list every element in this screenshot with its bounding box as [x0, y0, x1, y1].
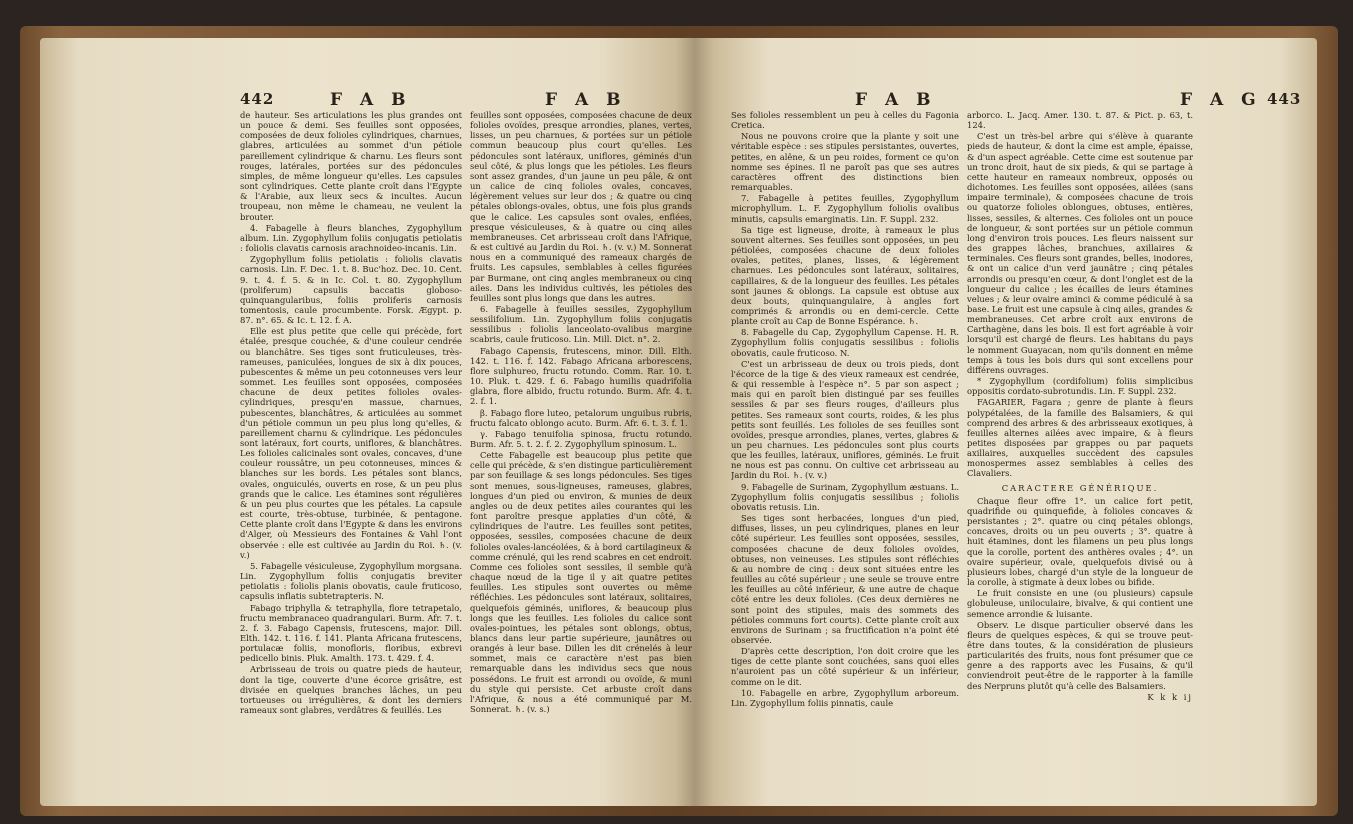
paragraph: Arbrisseau de trois ou quatre pieds de hauteur, dont la tige, couverte d'une écorce grisâtre, est divisée en quelques branches lâches, un peu tortueuses ou irrégulières, & dont les derniers rameaux sont glabres, verdâtres & feuillés. Les	[240, 664, 462, 716]
left-page	[40, 38, 695, 806]
paragraph: Chaque fleur offre 1°. un calice fort petit, quadrifide ou quinquefide, à folioles concaves & persistantes ; 2°. quatre ou cinq pétales oblongs, concaves, droits ou un peu ouverts ; 3°. quatre à huit étamines, dont les filamens un peu plus longs que la corolle, portent des anthères ovales ; 4°. un ovaire supérieur, ovale, quelquefois divisé ou à plusieurs lobes, chargé d'un style de la longueur de la corolle, à stigmate à deux lobes ou bifide.	[967, 495, 1193, 588]
running-header-left-1: F A B	[330, 90, 412, 110]
right-page	[695, 38, 1317, 806]
paragraph: γ. Fabago tenuifolia spinosa, fructu rotundo. Burm. Afr. 5. t. 2. f. 2. Zygophyllum spinosum. L.	[470, 428, 692, 449]
running-header-right-2: F A G	[1180, 90, 1262, 110]
paragraph: Fabago triphylla & tetraphylla, flore tetrapetalo, fructu membranaceo quadrangulari. Burm. Afr. 7. t. 2. f. 3. Fabago Capensis, frutescens, major. Dill. Elth. 142. t. 116. f. 141. Planta Africana frutescens, portulacæ foliis, monofloris, floribus, exbrevi pedicello binis. Pluk. Amalth. 173. t. 429. f. 4.	[240, 602, 462, 664]
signature-mark: K k k ij	[1147, 691, 1193, 702]
section-heading: CARACTERE GÉNÉRIQUE.	[1001, 482, 1159, 493]
left-column-2	[470, 110, 692, 800]
paragraph: 6. Fabagelle à feuilles sessiles, Zygophyllum sessilifolium. Lin. Zygophyllum foliis conjugatis sessilibus : foliolis lanceolato-ovalibus margine scabris, caule fruticoso. Lin. Mill. Dict. n°. 2.	[470, 303, 692, 345]
right-column-2	[967, 110, 1193, 800]
page-number-left: 442	[240, 90, 275, 108]
paragraph: 10. Fabagelle en arbre, Zygophyllum arboreum. Lin. Zygophyllum foliis pinnatis, caule	[731, 687, 959, 708]
paragraph: Zygophyllum foliis petiolatis : foliolis clavatis carnosis. Lin. F. Dec. 1. t. 8. Buc'hoz. Dec. 10. Cent. 9. t. 4. f. 5. & in Ic. Col. t. 80. Zygophyllum (proliferum) capsulis baccatis globoso-quinquangularibus, foliis proliferis carnosis tomentosis, caule procumbente. Forsk. Ægypt. p. 87. n°. 65. & Ic. t. 12. f. A.	[240, 254, 462, 326]
paragraph: 4. Fabagelle à fleurs blanches, Zygophyllum album. Lin. Zygophyllum foliis conjugatis petiolatis : foliolis clavatis carnosis arachnoideo-incanis. Lin.	[240, 222, 462, 254]
paragraph: 9. Fabagelle de Surinam, Zygophyllum æstuans. L. Zygophyllum foliis conjugatis sessilibus ; foliolis obovatis retusis. Lin.	[731, 481, 959, 512]
paragraph: Elle est plus petite que celle qui précède, fort étalée, presque couchée, & d'une couleur cendrée ou blanchâtre. Ses tiges sont fruticuleuses, très-rameuses, paniculées, longues de six à dix pouces, pubescentes & même un peu cotonneuses vers leur sommet. Les feuilles sont opposées, composées chacune de deux petites folioles ovales-cylindriques, presqu'en massue, charnues, pubescentes, blanchâtres, & articulées au sommet d'un pétiole commun un peu plus long qu'elles, & pareillement charnu & cylindrique. Les pédoncules sont latéraux, fort courts, uniflores, & blanchâtres. Les folioles calicinales sont ovales, concaves, d'une couleur roussâtre, un peu cotonneuses, minces & blanches sur les bords. Les pétales sont blancs, ovales, onguiculés, ouverts en rose, & un peu plus grands que le calice. Les étamines sont régulières & un peu plus courtes que les pétales. La capsule est courte, très-obtuse, turbinée, & pentagone. Cette plante croît dans l'Egypte & dans les environs d'Alger, où Messieurs des Fontaines & Vahl l'ont observée : elle est cultivée au Jardin du Roi. ♄. (v. v.)	[240, 326, 462, 560]
paragraph: arborco. L. Jacq. Amer. 130. t. 87. & Pict. p. 63, t. 124.	[967, 110, 1193, 131]
paragraph: C'est un arbrisseau de deux ou trois pieds, dont l'écorce de la tige & des vieux rameaux est cendrée, & qui ressemble à l'espèce n°. 5 par son aspect ; mais qui en paroît bien distingué par ses feuilles sessiles & par ses fleurs rouges, d'ailleurs plus petites. Ses rameaux sont courts, roides, & les plus petits sont feuillés. Les folioles de ses feuilles sont ovoïdes, presque arrondies, planes, vertes, glabres & un peu charnues. Les pédoncules sont plus courts que les feuilles, latéraux, uniflores, géminés. Le fruit ne nous est pas connu. On cultive cet arbrisseau au Jardin du Roi. ♄. (v. v.)	[731, 358, 959, 481]
paragraph: Cette Fabagelle est beaucoup plus petite que celle qui précède, & s'en distingue particulièrement par son feuillage & ses longs pédoncules. Ses tiges sont menues, sous-ligneuses, rameuses, glabres, longues d'un pied ou environ, & munies de deux angles ou de deux petites ailes courantes qui les font paroître presque applaties d'un côté, & cylindriques de l'autre. Les feuilles sont petites, opposées, sessiles, composées chacune de deux folioles ovales-lancéolées, & à bord cartilagineux & comme crénulé, qui les rend scabres en cet endroit. Comme ces folioles sont sessiles, il semble qu'à chaque nœud de la tige il y ait quatre petites feuilles. Les stipules sont ouvertes ou même réfléchies. Les pédoncules sont latéraux, solitaires, quelquefois géminés, uniflores, & beaucoup plus longs que les feuilles. Les folioles du calice sont ovales-pointues, les pétales sont oblongs, obtus, blancs dans leur partie supérieure, jaunâtres ou orangés à leur base. Dillen les dit crénelés à leur sommet, mais ce caractère n'est pas bien remarquable dans les individus secs que nous possédons. Le fruit est arrondi ou ovoïde, & muni du style qui persiste. Cet arbuste croît dans l'Afrique, & nous a été communiqué par M. Sonnerat. ♄. (v. s.)	[470, 450, 692, 715]
paragraph: Ses folioles ressemblent un peu à celles du Fagonia Cretica.	[731, 110, 959, 131]
paragraph: Sa tige est ligneuse, droite, à rameaux le plus souvent alternes. Ses feuilles sont opposées, un peu pétiolées, composées chacune de deux folioles ovales, petites, planes, lisses, & légèrement charnues. Les pédoncules sont latéraux, solitaires, capillaires, & de la longueur des feuilles. Les pétales sont jaunes & oblongs. La capsule est obtuse aux deux bouts, quinquangulaire, à angles fort comprimés & arrondis ou en demi-cercle. Cette plante croît au Cap de Bonne Espérance. ♄.	[731, 224, 959, 327]
paragraph: Ses tiges sont herbacées, longues d'un pied, diffuses, lisses, un peu cylindriques, planes en leur côté supérieur. Les feuilles sont opposées, sessiles, composées chacune de deux folioles ovoïdes, obtuses, non veineuses. Les stipules sont réfléchies & au nombre de cinq : deux sont situées entre les feuilles au côté supérieur ; une seule se trouve entre les feuilles au côté inférieur, & une autre de chaque côté entre les deux folioles. (Ces deux dernières ne sont point des stipules, mais des sommets des pétioles communs fort courts). Cette plante croît aux environs de Surinam ; sa fructification n'a point été observée.	[731, 513, 959, 645]
running-header-right-1: F A B	[855, 90, 937, 110]
open-book	[20, 18, 1338, 818]
paragraph: 8. Fabagelle du Cap, Zygophyllum Capense. H. R. Zygophyllum foliis conjugatis sessilibus : foliolis obovatis, caule fruticoso. N.	[731, 327, 959, 358]
paragraph: C'est un très-bel arbre qui s'élève à quarante pieds de hauteur, & dont la cime est ample, épaisse, & d'un aspect agréable. Cette cime est soutenue par un tronc droit, haut de six pieds, & qui se partage à cette hauteur en rameaux nombreux, opposés ou dichotomes. Les feuilles sont opposées, ailées (sans impaire terminale), & composées chacune de trois ou quatorze folioles oblongues, obtuses, entières, lisses, sessiles, & alternes. Ces folioles ont un pouce de longueur, & sont portées sur un pétiole commun long d'environ trois pouces. Les fleurs naissent sur des grappes lâches, branchues, axillaires & terminales. Ces fleurs sont grandes, belles, inodores, & ont un calice d'un verd jaunâtre ; cinq pétales arrondis ou presqu'en cœur, & dont l'onglet est de la longueur du calice ; les écailles de leurs étamines velues ; & leur ovaire aminci & comme pédiculé à sa base. Le fruit est une capsule à cinq ailes, grandes & membraneuses. Cet arbre croît aux environs de Carthagène, dans les bois. Il est fort agréable à voir lorsqu'il est chargé de fleurs. Les habitans du pays le nomment Guayacan, nom qu'ils donnent en même temps à tous les bois durs qui sont excellens pour différens ouvrages.	[967, 131, 1193, 375]
paragraph: 5. Fabagelle vésiculeuse, Zygophyllum morgsana. Lin. Zygophyllum foliis conjugatis breviter petiolatis : foliolis planis obovatis, caule fruticoso, capsulis inflatis subtetrapteris. N.	[240, 560, 462, 602]
paragraph: Nous ne pouvons croire que la plante y soit une véritable espèce : ses stipules persistantes, ouvertes, petites, en alêne, & un peu roides, forment ce qu'on nomme ses épines. Il ne paroît pas que ses autres caractères offrent des distinctions bien remarquables.	[731, 131, 959, 193]
paragraph: 7. Fabagelle à petites feuilles, Zygophyllum microphyllum. L. F. Zygophyllum foliolis ovalibus minutis, capsulis emarginatis. Lin. F. Suppl. 232.	[731, 193, 959, 224]
paragraph: feuilles sont opposées, composées chacune de deux folioles ovoïdes, presque arrondies, planes, vertes, lisses, un peu charnues, & portées sur un pétiole commun beaucoup plus court qu'elles. Les pédoncules sont latéraux, uniflores, géminés d'un seul côté, & plus longs que les pétioles. Les fleurs sont assez grandes, d'un jaune un peu pâle, & ont un calice de cinq folioles ovales, concaves, légèrement velues sur leur dos ; & quatre ou cinq pétales oblongs-ovales, obtus, une fois plus grands que le calice. Les capsules sont ovales, enflées, presque vésiculeuses, & à quatre ou cinq ailes membraneuses. Cet arbrisseau croît dans l'Afrique, & est cultivé au Jardin du Roi. ♄. (v. v.) M. Sonnerat nous en a communiqué des rameaux chargés de fruits. Les capsules, semblables à celles figurées par Burmane, ont cinq angles membraneux ou cinq ailes. Dans les individus cultivés, les pétioles des feuilles sont plus longs que dans les autres.	[470, 110, 692, 303]
paragraph: Le fruit consiste en une (ou plusieurs) capsule globuleuse, uniloculaire, bivalve, & qui contient une semence arrondie & luisante.	[967, 588, 1193, 619]
paragraph: de hauteur. Ses articulations les plus grandes ont un pouce & demi. Ses feuilles sont opposées, composées de deux folioles cylindriques, charnues, glabres, articulées au sommet d'un pétiole pareillement cylindrique & charnu. Les fleurs sont rouges, latérales, portées sur des pédoncules simples, de même longueur qu'elles. Les capsules sont cylindriques. Cette plante croît dans l'Egypte & l'Arabie, aux lieux secs & incultes. Aucun troupeau, non même le chameau, ne veulent la brouter.	[240, 110, 462, 222]
paragraph: * Zygophyllum (cordifolium) foliis simplicibus oppositis cordato-subrotundis. Lin. F. Suppl. 232.	[967, 376, 1193, 397]
paragraph: Fabago Capensis, frutescens, minor. Dill. Elth. 142. t. 116. f. 142. Fabago Africana arborescens, flore sulphureo, fructu rotundo. Comm. Rar. 10. t. 10. Pluk. t. 429. f. 6. Fabago humilis quadrifolia glabra, flore albido, fructu rotundo. Burm. Afr. 4. t. 2. f. 1.	[470, 345, 692, 407]
right-column-1	[731, 110, 959, 800]
paragraph: FAGARIER, Fagara ; genre de plante à fleurs polypétalées, de la famille des Balsamiers, & qui comprend des arbres & des arbrisseaux exotiques, à feuilles alternes ailées avec impaire, & à fleurs petites disposées par grappes ou par paquets axillaires, auxquelles succèdent des capsules monospermes assez semblables à celles des Clavaliers.	[967, 397, 1193, 479]
paragraph: D'après cette description, l'on doit croire que les tiges de cette plante sont couchées, sans quoi elles n'auroient pas un côté supérieur & un inférieur, comme on le dit.	[731, 646, 959, 687]
paragraph: β. Fabago flore luteo, petalorum unguibus rubris, fructu falcato oblongo acuto. Burm. Afr. 6. t. 3. f. 1.	[470, 407, 692, 428]
page-number-right: 443	[1267, 90, 1302, 108]
running-header-left-2: F A B	[545, 90, 627, 110]
left-column-1	[240, 110, 462, 800]
paragraph: Observ. Le disque particulier observé dans les fleurs de quelques espèces, & qui se trouve peut-être dans toutes, & la considération de plusieurs particularités des fruits, nous font présumer que ce genre a des rapports avec les Fusains, & qu'il conviendroit peut-être de le rapporter à la famille des Nerpruns plutôt qu'à celle des Balsamiers.	[967, 619, 1193, 691]
